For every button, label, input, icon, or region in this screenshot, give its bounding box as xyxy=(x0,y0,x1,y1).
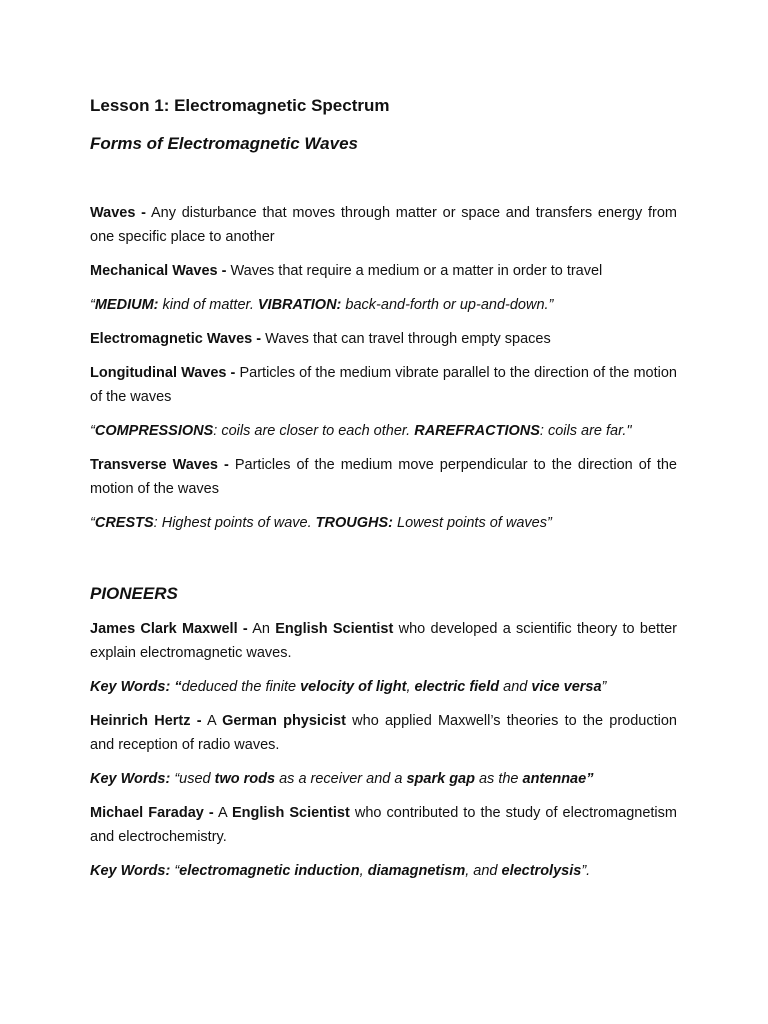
def-waves: Any disturbance that moves through matter or space and transfers energy from one specific place to another xyxy=(90,205,677,245)
note-text: : coils are closer to each other. xyxy=(213,423,415,439)
key-words-maxwell xyxy=(90,675,677,699)
quote-mark: “ xyxy=(90,423,95,439)
key-words-text: “used xyxy=(170,771,215,787)
pioneer-name: James Clark Maxwell - xyxy=(90,621,248,637)
keyword-vibration: VIBRATION: xyxy=(257,297,342,313)
quote-mark: “ xyxy=(90,297,95,313)
pioneer-role: German physicist xyxy=(222,713,346,729)
key-words-label: Key Words: “ xyxy=(90,679,182,695)
definition-electromagnetic-waves xyxy=(90,327,677,351)
key-words-label: Key Words: xyxy=(90,771,171,787)
key-word: electric field xyxy=(414,679,500,695)
definition-transverse-waves xyxy=(90,453,677,501)
definition-waves xyxy=(90,201,677,249)
key-word: electrolysis xyxy=(501,863,582,879)
keyword-troughs: TROUGHS: xyxy=(315,515,394,531)
pioneer-text: An xyxy=(247,621,276,637)
section-subtitle: Forms of Electromagnetic Waves xyxy=(90,134,358,153)
key-word: diamagnetism xyxy=(367,863,466,879)
term-mechanical-waves: Mechanical Waves - xyxy=(90,263,227,279)
document-page xyxy=(90,93,677,883)
key-words-text: , and xyxy=(465,863,502,879)
note-compressions-rarefractions xyxy=(90,419,677,443)
key-word: vice versa xyxy=(531,679,602,695)
key-words-hertz xyxy=(90,767,677,791)
pioneer-role: English Scientist xyxy=(275,621,394,637)
key-words-text: ”. xyxy=(581,863,591,879)
note-crests-troughs xyxy=(90,511,677,535)
pioneer-hertz xyxy=(90,709,677,757)
pioneer-name: Michael Faraday - xyxy=(90,805,214,821)
keyword-medium: MEDIUM: xyxy=(94,297,159,313)
key-words-text: , xyxy=(359,863,368,879)
note-text: : Highest points of wave. xyxy=(153,515,316,531)
quote-mark: “ xyxy=(90,515,95,531)
term-transverse-waves: Transverse Waves - xyxy=(90,457,229,473)
key-word: electromagnetic induction xyxy=(179,863,360,879)
definition-mechanical-waves xyxy=(90,259,677,283)
key-words-text: deduced the finite xyxy=(181,679,301,695)
pioneer-role: English Scientist xyxy=(231,805,350,821)
term-electromagnetic-waves: Electromagnetic Waves - xyxy=(90,331,262,347)
note-text: back-and-forth or up-and-down.” xyxy=(341,297,554,313)
key-words-text: as a receiver and a xyxy=(275,771,407,787)
pioneer-text: who contributed to the study of electromagnetism and electrochemistry. xyxy=(90,805,677,845)
key-words-faraday xyxy=(90,859,677,883)
pioneer-text: who developed a scientific theory to better explain electromagnetic waves. xyxy=(90,621,677,661)
note-text: kind of matter. xyxy=(158,297,258,313)
pioneer-maxwell xyxy=(90,617,677,665)
key-word: velocity of light xyxy=(300,679,407,695)
key-words-text: , xyxy=(406,679,415,695)
key-words-text: and xyxy=(499,679,532,695)
key-word: spark gap xyxy=(406,771,475,787)
key-words-text: “ xyxy=(170,863,180,879)
def-electromagnetic-waves: Waves that can travel through empty spaces xyxy=(261,331,551,347)
pioneer-text: A xyxy=(213,805,232,821)
note-medium-vibration xyxy=(90,293,677,317)
pioneer-faraday xyxy=(90,801,677,849)
def-mechanical-waves: Waves that require a medium or a matter in order to travel xyxy=(226,263,603,279)
pioneer-name: Heinrich Hertz - xyxy=(90,713,202,729)
key-words-label: Key Words: xyxy=(90,863,171,879)
lesson-title: Lesson 1: Electromagnetic Spectrum xyxy=(90,96,390,115)
keyword-rarefractions: RAREFRACTIONS xyxy=(414,423,540,439)
def-transverse-waves: Particles of the medium move perpendicular to the direction of the motion of the waves xyxy=(90,457,677,497)
keyword-crests: CRESTS xyxy=(94,515,154,531)
term-longitudinal-waves: Longitudinal Waves - xyxy=(90,365,236,381)
pioneer-text: who applied Maxwell’s theories to the production and reception of radio waves. xyxy=(90,713,677,753)
pioneers-heading: PIONEERS xyxy=(90,584,178,603)
def-longitudinal-waves: Particles of the medium vibrate parallel to the direction of the motion of the waves xyxy=(90,365,677,405)
key-word: two rods xyxy=(214,771,276,787)
definition-longitudinal-waves xyxy=(90,361,677,409)
key-word: antennae” xyxy=(522,771,594,787)
note-text: : coils are far." xyxy=(539,423,632,439)
key-words-text: ” xyxy=(601,679,607,695)
term-waves: Waves - xyxy=(90,205,146,221)
pioneer-text: A xyxy=(201,713,223,729)
keyword-compressions: COMPRESSIONS xyxy=(94,423,214,439)
key-words-text: as the xyxy=(474,771,523,787)
note-text: Lowest points of waves” xyxy=(393,515,552,531)
